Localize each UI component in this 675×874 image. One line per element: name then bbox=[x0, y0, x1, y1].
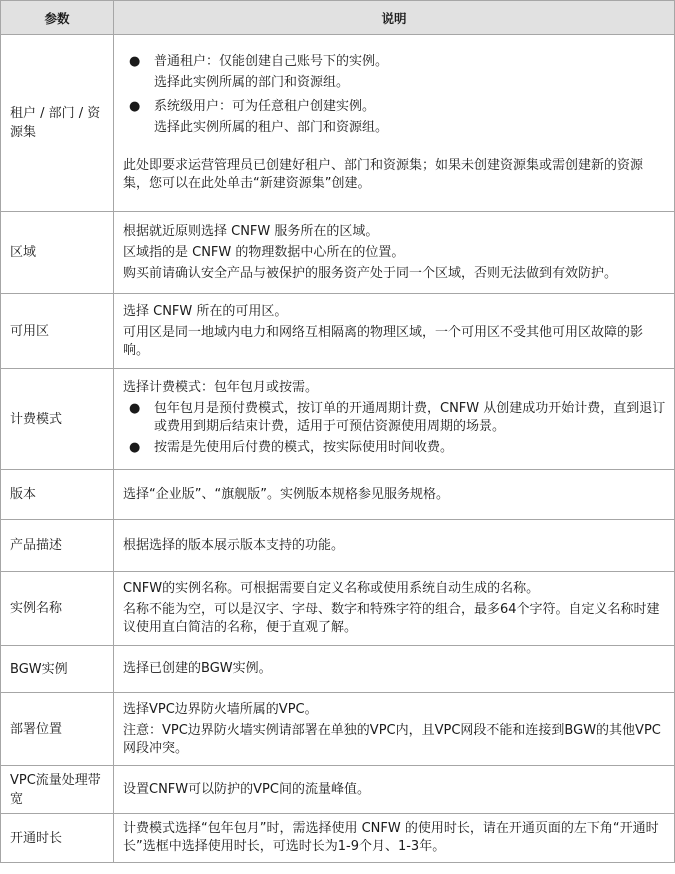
desc-paragraph: 区域指的是 CNFW 的物理数据中心所在的位置。 bbox=[123, 244, 405, 260]
table-row-region bbox=[1, 212, 675, 294]
desc-paragraph: 名称不能为空，可以是汉字、字母、数字和特殊字符的组合，最多64个字符。自定义名称时建议使用直白简洁的名称，便于直观了解。 bbox=[123, 602, 660, 635]
param-desc bbox=[114, 520, 675, 572]
param-name: 区域 bbox=[1, 212, 114, 294]
bullet-dot-icon: ● bbox=[129, 400, 141, 416]
bullet-dot-icon: ● bbox=[129, 439, 141, 455]
param-name: 部署位置 bbox=[1, 693, 114, 766]
table-row-billing bbox=[1, 369, 675, 470]
list-item-detail: 选择此实例所属的部门和资源组。 bbox=[154, 75, 350, 90]
param-desc bbox=[114, 212, 675, 294]
bullet-dot-icon: ● bbox=[129, 54, 141, 69]
desc-paragraph: 选择计费模式：包年包月或按需。 bbox=[123, 379, 319, 395]
param-desc bbox=[114, 766, 675, 814]
table-row-duration bbox=[1, 814, 675, 863]
list-item: ● 普通租户：仅能创建自己账号下的实例。 bbox=[129, 54, 389, 69]
param-name: VPC流量处理带宽 bbox=[1, 766, 114, 814]
param-name: 可用区 bbox=[1, 294, 114, 369]
desc-paragraph: 根据选择的版本展示版本支持的功能。 bbox=[123, 537, 345, 553]
list-item: ● 系统级用户：可为任意租户创建实例。 bbox=[129, 99, 376, 114]
desc-paragraph: 设置CNFW可以防护的VPC间的流量峰值。 bbox=[123, 781, 370, 797]
table-row-tenant bbox=[1, 35, 675, 212]
table-row-bandwidth bbox=[1, 766, 675, 814]
desc-paragraph: 选择 CNFW 所在的可用区。 bbox=[123, 303, 288, 319]
header-desc: 说明 bbox=[114, 1, 675, 35]
table-row-instance-name bbox=[1, 572, 675, 646]
param-desc bbox=[114, 470, 675, 520]
param-name: 开通时长 bbox=[1, 814, 114, 863]
param-desc bbox=[114, 693, 675, 766]
param-name: 租户 / 部门 / 资源集 bbox=[1, 35, 114, 212]
param-desc bbox=[114, 35, 675, 212]
param-name: BGW实例 bbox=[1, 646, 114, 693]
desc-paragraph: 注意：VPC边界防火墙实例请部署在单独的VPC内，且VPC网段不能和连接到BGW的其他VPC网段冲突。 bbox=[123, 722, 661, 756]
desc-paragraph: 选择VPC边界防火墙所属的VPC。 bbox=[123, 701, 318, 717]
desc-paragraph: 此处即要求运营管理员已创建好租户、部门和资源集；如果未创建资源集或需创建新的资源集，您可以在此处单击“新建资源集”创建。 bbox=[123, 158, 644, 191]
table-row-deploy bbox=[1, 693, 675, 766]
param-name: 实例名称 bbox=[1, 572, 114, 646]
table-row-bgw bbox=[1, 646, 675, 693]
param-name: 产品描述 bbox=[1, 520, 114, 572]
bullet-dot-icon: ● bbox=[129, 99, 141, 114]
desc-paragraph: 选择已创建的BGW实例。 bbox=[123, 661, 272, 676]
header-param: 参数 bbox=[1, 1, 114, 35]
table-row-az bbox=[1, 294, 675, 369]
param-name: 版本 bbox=[1, 470, 114, 520]
list-item: ● 按需是先使用后付费的模式，按实际使用时间收费。 bbox=[129, 439, 454, 455]
desc-paragraph: 根据就近原则选择 CNFW 服务所在的区域。 bbox=[123, 223, 379, 239]
param-desc bbox=[114, 814, 675, 863]
param-name: 计费模式 bbox=[1, 369, 114, 470]
param-desc bbox=[114, 369, 675, 470]
param-desc bbox=[114, 646, 675, 693]
list-item-detail: 选择此实例所属的租户、部门和资源组。 bbox=[154, 120, 389, 135]
table-row-edition bbox=[1, 470, 675, 520]
param-desc bbox=[114, 294, 675, 369]
desc-paragraph: 购买前请确认安全产品与被保护的服务资产处于同一个区域，否则无法做到有效防护。 bbox=[123, 265, 618, 281]
table-header-row bbox=[1, 1, 675, 35]
list-item: ● 包年包月是预付费模式，按订单的开通周期计费，CNFW 从创建成功开始计费，直到退订或费用到期后结束计费，适用于可预估资源使用周期的场景。 bbox=[129, 400, 666, 434]
desc-paragraph: 可用区是同一地域内电力和网络互相隔离的物理区域，一个可用区不受其他可用区故障的影响。 bbox=[123, 324, 644, 358]
desc-paragraph: 选择“企业版”、“旗舰版”。实例版本规格参见服务规格。 bbox=[123, 486, 449, 502]
desc-paragraph: CNFW的实例名称。可根据需要自定义名称或使用系统自动生成的名称。 bbox=[123, 581, 540, 596]
desc-paragraph: 计费模式选择“包年包月”时，需选择使用 CNFW 的使用时长，请在开通页面的左下角“开通时长”选框中选择使用时长，可选时长为1-9个月、1-3年。 bbox=[123, 821, 659, 854]
table-row-product-desc bbox=[1, 520, 675, 572]
param-desc bbox=[114, 572, 675, 646]
